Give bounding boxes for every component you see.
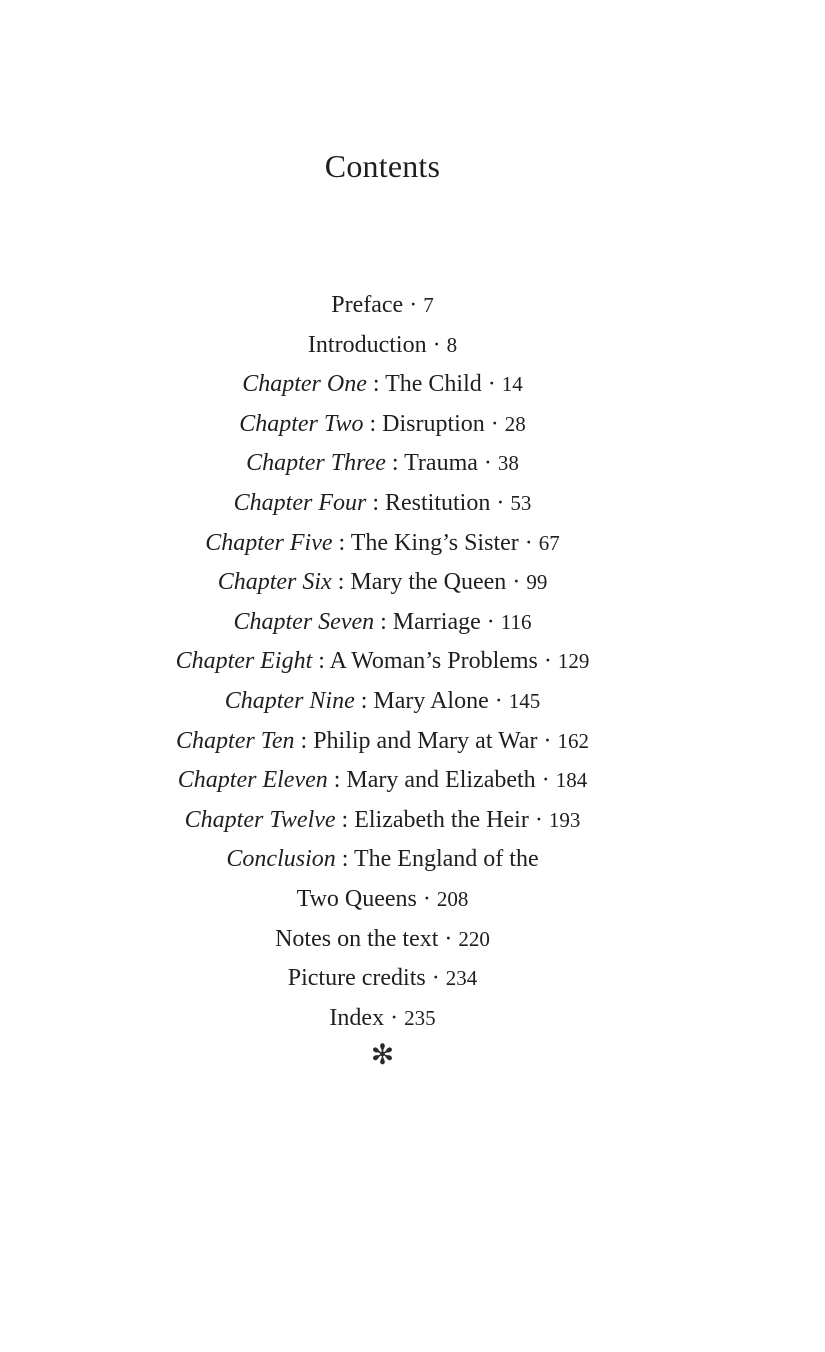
entry-title: Trauma — [404, 450, 478, 477]
entry-label: Chapter Five — [205, 529, 333, 556]
entry-page-number: 235 — [404, 1005, 436, 1030]
entry-label: Chapter Seven — [233, 608, 375, 635]
toc-entry-chapter-two — [0, 405, 765, 445]
entry-separator: : — [354, 687, 374, 714]
entry-dot: · — [426, 331, 447, 358]
toc-entry-chapter-seven — [0, 603, 765, 643]
entry-page-number: 53 — [510, 490, 532, 515]
entry-page-number: 7 — [423, 293, 434, 317]
entry-page-number: 67 — [538, 530, 560, 555]
entry-label: Chapter Eleven — [177, 767, 328, 794]
toc-entry-conclusion-continued — [0, 880, 765, 920]
entry-dot: · — [484, 410, 505, 437]
toc-entry-chapter-five — [0, 524, 765, 564]
entry-title: Marriage — [392, 608, 481, 635]
entry-page-number: 193 — [548, 807, 581, 832]
entry-page-number: 8 — [446, 332, 458, 357]
toc-entry-picture-credits — [0, 959, 765, 999]
entry-dot: · — [488, 687, 509, 714]
toc-entry-chapter-four — [0, 484, 765, 524]
entry-dot: · — [490, 489, 511, 516]
entry-page-number: 145 — [508, 688, 541, 713]
entry-label: Chapter Twelve — [184, 806, 336, 833]
entry-title: Mary the Queen — [350, 569, 507, 596]
toc-entry-chapter-eight — [0, 642, 765, 682]
toc-entry-chapter-three — [0, 444, 765, 484]
entry-dot: · — [537, 648, 558, 675]
entry-title: Disruption — [382, 410, 485, 437]
entry-title: Picture credits — [287, 965, 426, 992]
entry-separator: : — [335, 846, 354, 873]
entry-separator: : — [385, 450, 405, 477]
toc-entry-chapter-eleven — [0, 761, 765, 801]
entry-label: Chapter Three — [246, 450, 386, 477]
entry-title: Mary and Elizabeth — [346, 767, 536, 794]
entry-dot: · — [518, 529, 539, 556]
entry-page-number: 116 — [500, 609, 532, 634]
entry-dot: · — [480, 608, 501, 635]
entry-dot: · — [477, 450, 498, 477]
toc-entry-chapter-one — [0, 365, 765, 405]
entry-dot: · — [416, 885, 437, 912]
entry-separator: : — [363, 410, 383, 437]
toc-entry-conclusion — [0, 840, 765, 880]
toc-entry-chapter-twelve — [0, 801, 765, 841]
entry-title: Elizabeth the Heir — [354, 806, 529, 833]
entry-page-number: 234 — [445, 966, 478, 991]
toc-entry-chapter-ten — [0, 722, 765, 762]
entry-dot: · — [537, 727, 558, 754]
toc-entry-notes — [0, 920, 765, 960]
entry-label: Chapter One — [242, 371, 367, 398]
entry-title: A Woman’s Problems — [329, 648, 538, 675]
entry-title: Introduction — [307, 331, 427, 358]
entry-dot: · — [403, 292, 424, 318]
entry-page-number: 28 — [504, 411, 526, 436]
entry-label: Chapter Four — [233, 489, 367, 516]
entry-title: The England of the — [353, 846, 539, 873]
toc-entry-chapter-nine — [0, 682, 765, 722]
entry-page-number: 99 — [526, 570, 548, 595]
entry-dot: · — [384, 1004, 405, 1031]
toc-entry-chapter-six — [0, 563, 765, 603]
entry-page-number: 14 — [501, 372, 523, 397]
entry-page-number: 38 — [497, 451, 519, 476]
entry-separator: : — [374, 608, 393, 635]
toc-entry-introduction — [0, 326, 765, 366]
entry-page-number: 162 — [557, 728, 589, 753]
entry-dot: · — [535, 767, 556, 794]
entry-title: Philip and Mary at War — [313, 727, 538, 754]
entry-title: Index — [329, 1004, 385, 1031]
entry-title: Two Queens — [296, 885, 417, 912]
entry-dot: · — [506, 569, 527, 596]
entry-label: Conclusion — [226, 846, 336, 873]
entry-separator: : — [294, 727, 314, 754]
entry-dot: · — [438, 925, 459, 952]
entry-title: Notes on the text — [275, 925, 439, 952]
entry-separator: : — [331, 569, 351, 596]
entry-page-number: 129 — [557, 649, 590, 674]
page-title: Contents — [324, 148, 441, 184]
entry-page-number: 208 — [436, 886, 469, 911]
entry-dot: · — [481, 371, 502, 398]
entry-label: Chapter Two — [239, 410, 364, 437]
table-of-contents — [0, 286, 765, 1038]
entry-label: Chapter Ten — [176, 727, 295, 754]
entry-separator: : — [327, 767, 347, 794]
entry-dot: · — [425, 965, 446, 992]
entry-title: Preface — [331, 292, 404, 318]
entry-separator: : — [366, 489, 385, 516]
entry-separator: : — [332, 529, 351, 556]
entry-label: Chapter Six — [217, 569, 332, 596]
entry-label: Chapter Nine — [224, 687, 355, 714]
entry-page-number: 184 — [555, 768, 588, 793]
entry-title: The King’s Sister — [350, 529, 519, 556]
entry-dot: · — [528, 806, 549, 833]
entry-separator: : — [312, 648, 330, 675]
entry-title: The Child — [385, 371, 482, 398]
entry-separator: : — [335, 806, 355, 833]
entry-label: Chapter Eight — [175, 648, 313, 675]
entry-title: Mary Alone — [373, 687, 489, 714]
toc-entry-preface — [0, 286, 765, 326]
entry-separator: : — [366, 371, 386, 398]
asterisk-ornament-icon: ✻ — [370, 1038, 395, 1071]
entry-title: Restitution — [385, 489, 491, 516]
toc-entry-index — [0, 999, 765, 1039]
entry-page-number: 220 — [458, 926, 490, 951]
